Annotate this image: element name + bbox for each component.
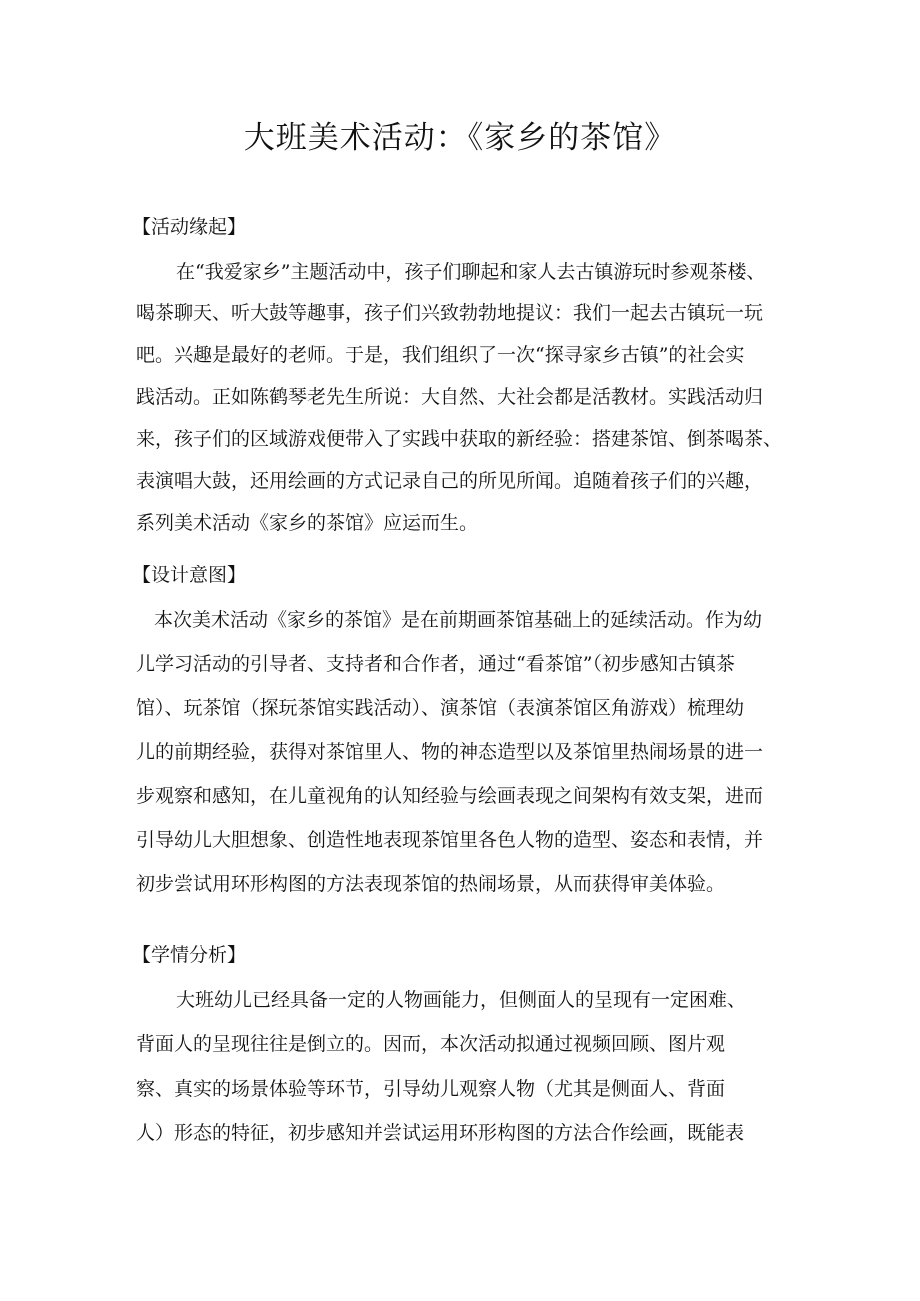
paragraph-line: 本次美术活动《家乡的茶馆》是在前期画茶馆基础上的延续活动。作为幼	[154, 609, 763, 631]
paragraph-line: 人）形态的特征，初步感知并尝试运用环形构图的方法合作绘画，既能表	[136, 1122, 745, 1144]
paragraph-line: 儿的前期经验，获得对茶馆里人、物的神态造型以及茶馆里热闹场景的进一	[136, 741, 764, 763]
paragraph-line: 引导幼儿大胆想象、创造性地表现茶馆里各色人物的造型、姿态和表情，并	[136, 829, 764, 851]
section-heading-design-intent: 【设计意图】	[132, 564, 247, 586]
document-title: 大班美术活动：《家乡的茶馆》	[243, 120, 677, 156]
paragraph-line: 践活动。正如陈鹤琴老先生所说：大自然、大社会都是活教材。实践活动归	[136, 386, 764, 408]
paragraph-line: 在“我爱家乡”主题活动中，孩子们聊起和家人去古镇游玩时参观茶楼、	[176, 261, 766, 283]
paragraph-line: 馆）、玩茶馆（探玩茶馆实践活动）、演茶馆（表演茶馆区角游戏）梳理幼	[136, 697, 745, 719]
paragraph-line: 来，孩子们的区域游戏便带入了实践中获取的新经验：搭建茶馆、倒茶喝茶、	[136, 428, 783, 450]
paragraph-line: 初步尝试用环形构图的方法表现茶馆的热闹场景，从而获得审美体验。	[136, 873, 726, 895]
section-heading-learner-analysis: 【学情分析】	[132, 944, 247, 966]
paragraph-line: 系列美术活动《家乡的茶馆》应运而生。	[136, 512, 479, 534]
section-heading-activity-origin: 【活动缘起】	[132, 216, 247, 238]
paragraph-line: 步观察和感知，在儿童视角的认知经验与绘画表现之间架构有效支架，进而	[136, 785, 764, 807]
paragraph-line: 喝茶聊天、听大鼓等趣事，孩子们兴致勃勃地提议：我们一起去古镇玩一玩	[136, 302, 764, 324]
paragraph-line: 察、真实的场景体验等环节，引导幼儿观察人物（尤其是侧面人、背面	[136, 1078, 726, 1100]
paragraph-line: 背面人的呈现往往是倒立的。因而，本次活动拟通过视频回顾、图片观	[136, 1033, 726, 1055]
paragraph-line: 吧。兴趣是最好的老师。于是，我们组织了一次“探寻家乡古镇”的社会实	[136, 344, 745, 366]
paragraph-line: 表演唱大鼓，还用绘画的方式记录自己的所见所闻。追随着孩子们的兴趣，	[136, 470, 764, 492]
paragraph-line: 儿学习活动的引导者、支持者和合作者，通过“看茶馆”（初步感知古镇茶	[136, 653, 735, 675]
paragraph-line: 大班幼儿已经具备一定的人物画能力，但侧面人的呈现有一定困难、	[176, 989, 747, 1011]
